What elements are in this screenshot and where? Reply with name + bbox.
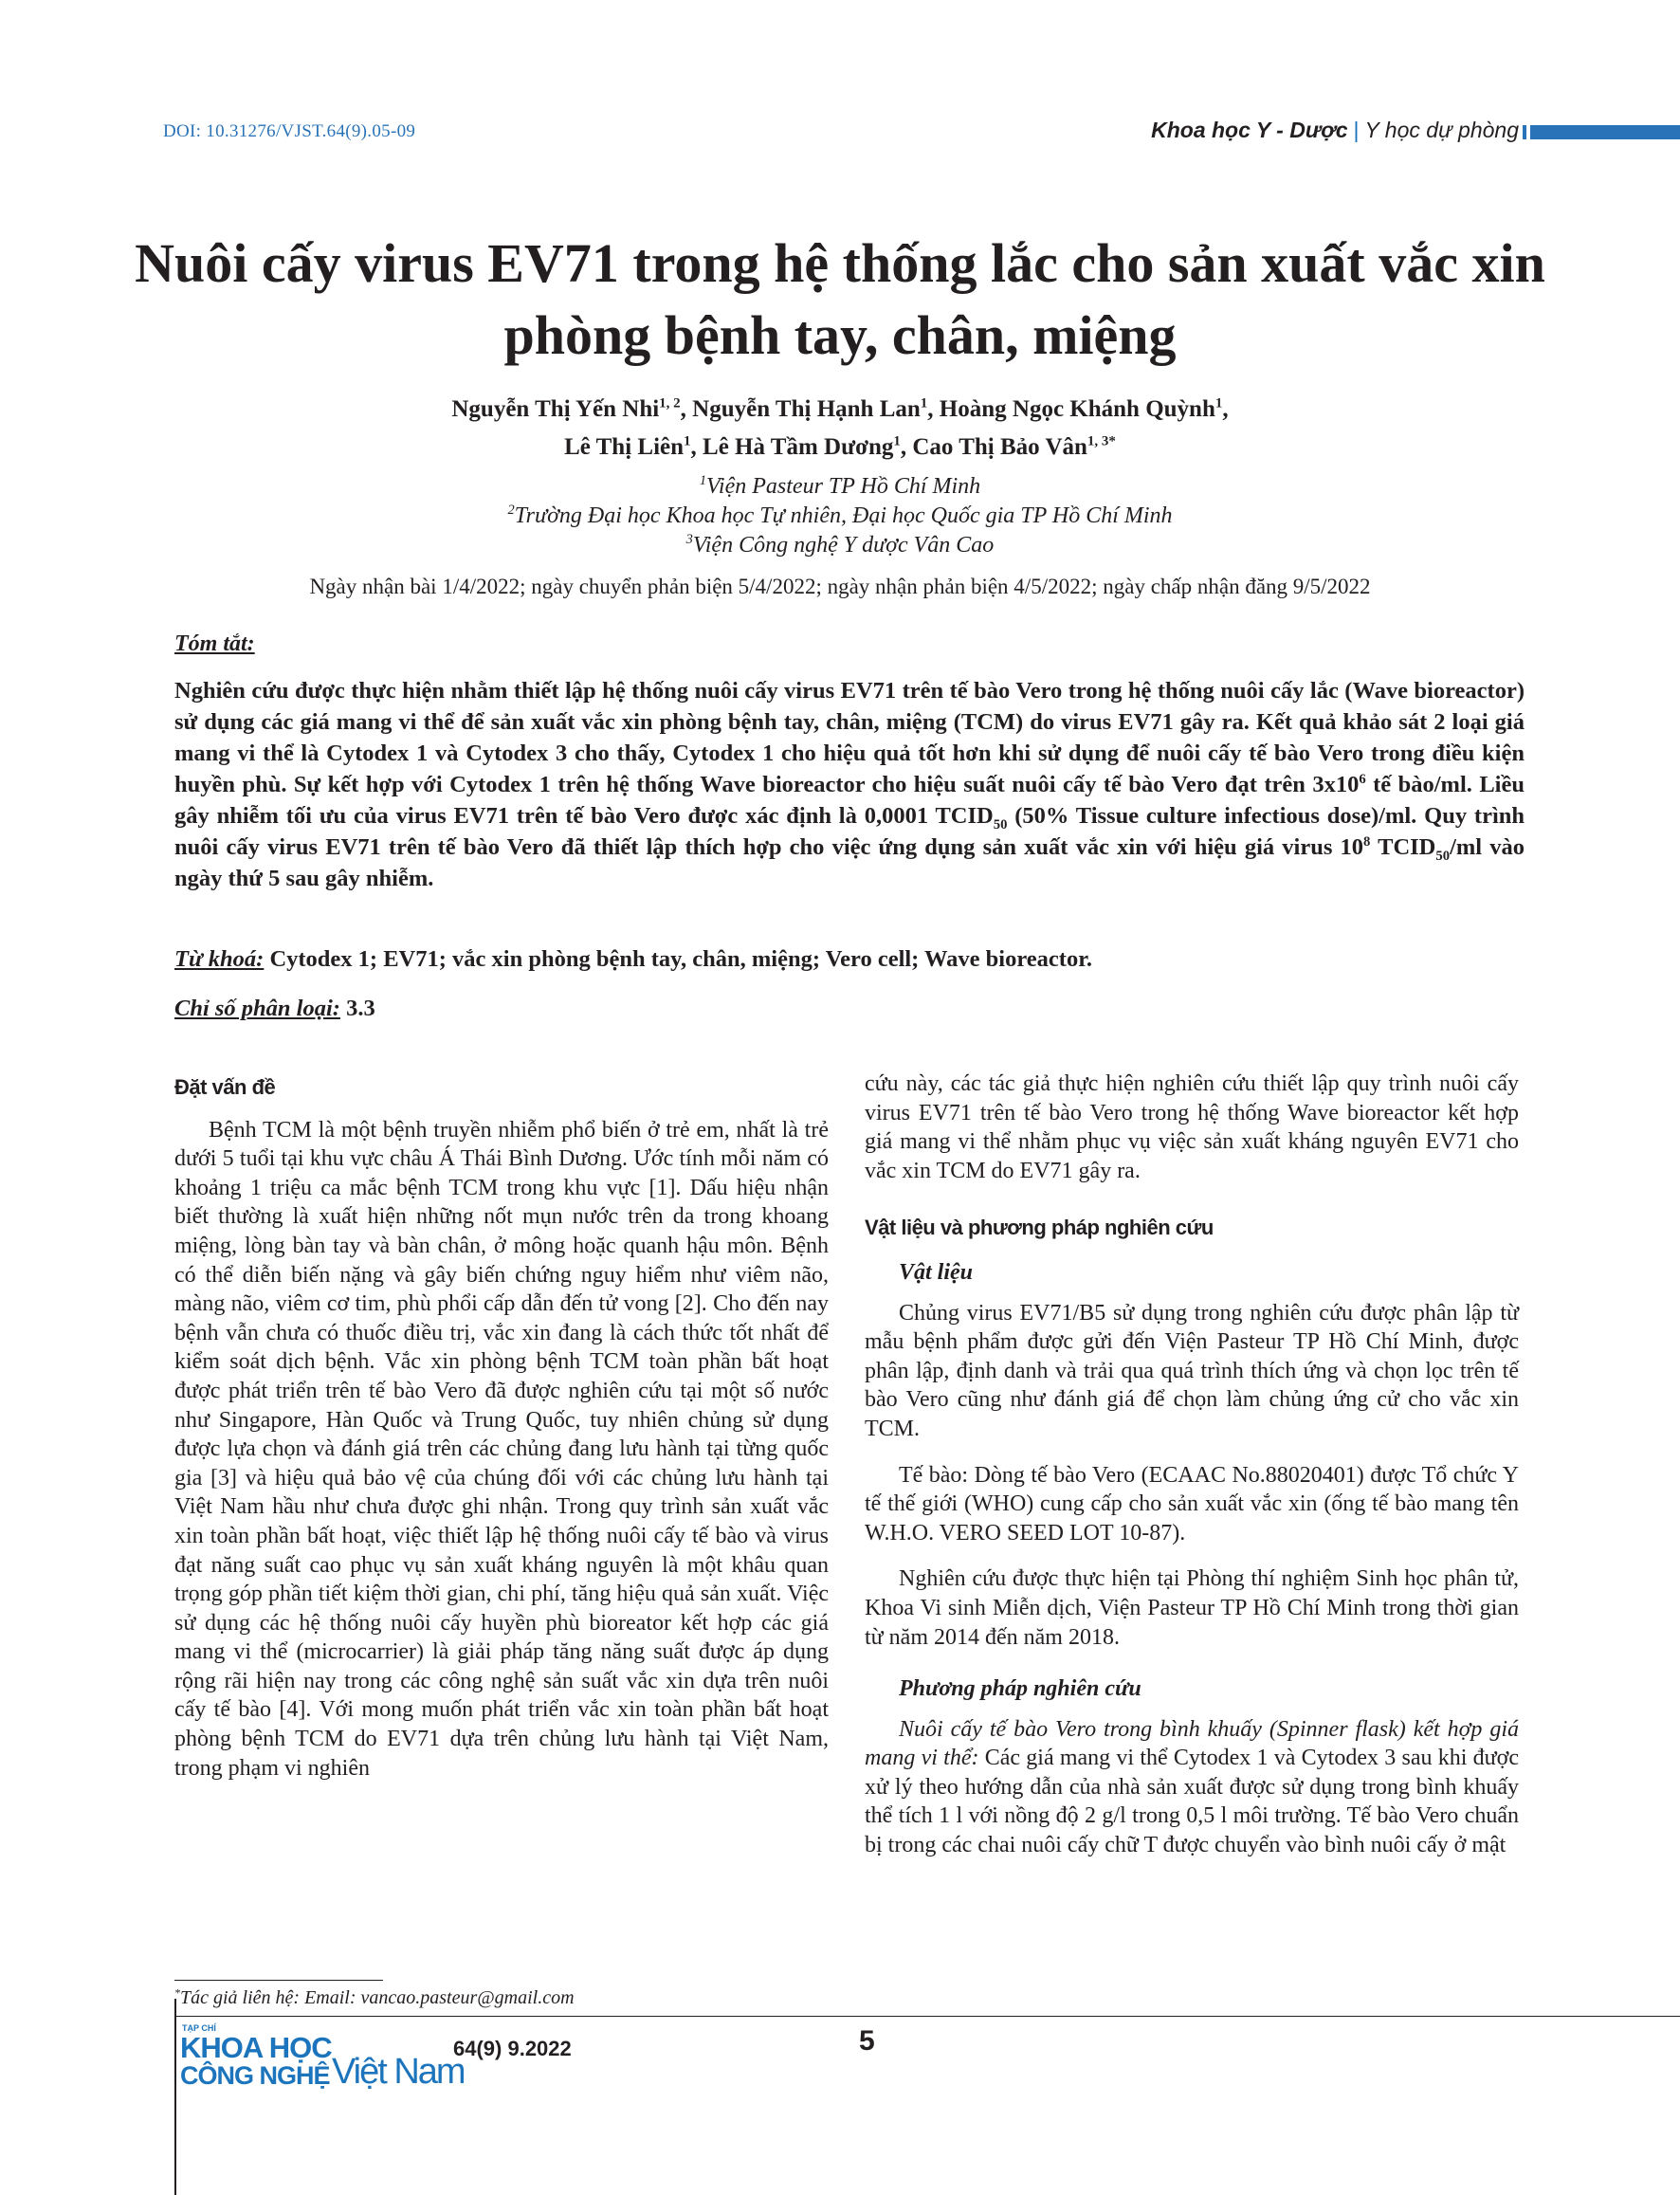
materials-paragraph-3: Nghiên cứu được thực hiện tại Phòng thí nghiệm Sinh học phân tử, Khoa Vi sinh Miễn dịch, Viện Pasteur TP Hồ Chí Minh trong thời gian từ năm 2014 đến năm 2018.: [865, 1566, 1519, 1650]
classification-label: Chỉ số phân loại:: [174, 996, 340, 1021]
keywords-text: Cytodex 1; EV71; vắc xin phòng bệnh tay, chân, miệng; Vero cell; Wave bioreactor.: [264, 946, 1092, 972]
abstract-sup: 8: [1363, 833, 1371, 850]
title-line-1: Nuôi cấy virus EV71 trong hệ thống lắc cho sản xuất vắc xin: [135, 232, 1545, 294]
affiliation-list: [114, 472, 1566, 560]
section-heading-methods: Vật liệu và phương pháp nghiên cứu: [865, 1216, 1214, 1240]
author-name: Nguyễn Thị Hạnh Lan: [692, 396, 921, 422]
article-title: [114, 228, 1566, 372]
author-sup: 1: [1214, 395, 1223, 412]
abstract-text: Nghiên cứu được thực hiện nhằm thiết lập hệ thống nuôi cấy virus EV71 trên tế bào Vero trong hệ thống nuôi cấy lắc (Wave bioreactor) sử dụng các giá mang vi thể để sản xuất vắc xin phòng bệnh tay, chân, miệng (TCM) do virus EV71 gây ra. Kết quả khảo sát 2 loại giá mang vi thể là Cytodex 1 và Cytodex 3 cho thấy, Cytodex 1 cho hiệu quả tốt hơn khi sử dụng để nuôi cấy tế bào Vero trong điều kiện huyền phù. Sự kết hợp với Cytodex 1 trên hệ thống Wave bioreactor cho hiệu suất nuôi cấy tế bào Vero đạt trên 3x10: [174, 678, 1525, 797]
page-number: 5: [859, 2025, 875, 2057]
footer-vertical-rule: [174, 1999, 176, 2195]
author-name: Nguyễn Thị Yến Nhi: [451, 396, 660, 422]
author-name: Hoàng Ngọc Khánh Quỳnh: [939, 396, 1215, 422]
abstract-sup: 6: [1359, 771, 1366, 787]
section-separator: |: [1353, 118, 1360, 142]
author-line-1: Nguyễn Thị Yến Nhi$^{1, 2}$, Nguyễn Thị Hạnh Lan$^1$, Hoàng Ngọc Khánh Quỳnh$^1$,: [451, 395, 1229, 422]
issue-info: 64(9) 9.2022: [453, 2037, 572, 2060]
footnote-text: Tác giả liên hệ: Email: vancao.pasteur@gmail.com: [180, 1987, 575, 2008]
journal-logo: [180, 2016, 465, 2092]
author-line-2: Lê Thị Liên$^1$, Lê Hà Tầm Dương$^1$, Cao Thị Bảo Vân$^{1, 3*}$: [564, 433, 1116, 460]
author-list: [114, 391, 1566, 466]
methods-lead-italic: Nuôi cấy tế bào Vero trong bình khuấy (Spinner flask) kết hợp giá mang vi thể:: [865, 1716, 1519, 1771]
affiliation-sup: 1: [699, 473, 707, 488]
footnote-divider: [174, 1980, 383, 1981]
title-line-2: phòng bệnh tay, chân, miệng: [503, 304, 1177, 366]
keywords: [174, 946, 1525, 973]
author-sup: 1, 3*: [1087, 433, 1116, 449]
affiliation-sup: 3: [685, 532, 693, 547]
logo-tapchi: TẠP CHÍ: [182, 2023, 216, 2033]
affiliation-text: Trường Đại học Khoa học Tự nhiên, Đại học Quốc gia TP Hồ Chí Minh: [514, 503, 1173, 528]
materials-paragraph-2: Tế bào: Dòng tế bào Vero (ECAAC No.88020401) được Tổ chức Y tế thế giới (WHO) cung cấp cho sản xuất vắc xin (ống tế bào mang tên W.H.O. VERO SEED LOT 10-87).: [865, 1462, 1519, 1546]
section-heading-introduction: Đặt vấn đề: [174, 1075, 276, 1099]
affiliation-item: [114, 472, 1566, 502]
methods-text: Các giá mang vi thể Cytodex 1 và Cytodex 3 sau khi được xử lý theo hướng dẫn của nhà sản xuất được sử dụng trong bình khuấy thể tích 1 l với nồng độ 2 g/l trong 0,5 l môi trường. Tế bào Vero chuẩn bị trong các chai nuôi cấy chữ T được chuyển vào bình nuôi cấy ở mật: [865, 1746, 1519, 1858]
logo-line-2: CÔNG NGHỆ: [180, 2061, 330, 2090]
affiliation-text: Viện Pasteur TP Hồ Chí Minh: [706, 474, 981, 499]
abstract-body: [174, 675, 1525, 894]
abstract-sub: 50: [993, 816, 1008, 832]
author-sup: 1: [684, 433, 691, 449]
author-sup: 1, 2: [659, 395, 681, 412]
author-name: Cao Thị Bảo Vân: [912, 434, 1087, 460]
abstract-heading: Tóm tắt:: [174, 631, 255, 656]
introduction-continuation: cứu này, các tác giả thực hiện nghiên cứu thiết lập quy trình nuôi cấy virus EV71 trên tế bào Vero trong hệ thống Wave bioreactor kết hợp giá mang vi thể nhằm phục vụ việc sản xuất kháng nguyên EV71 cho vắc xin TCM do EV71 gây ra.: [865, 1071, 1519, 1183]
logo-line-1: KHOA HỌC: [180, 2031, 332, 2064]
author-sup: 1: [920, 395, 928, 412]
submission-dates: Ngày nhận bài 1/4/2022; ngày chuyển phản biện 5/4/2022; ngày nhận phản biện 4/5/2022; ngày chấp nhận đăng 9/5/2022: [309, 575, 1371, 598]
methods-paragraph-1: [865, 1715, 1519, 1860]
classification: [174, 996, 375, 1022]
abstract-text: /ml vào ngày thứ 5 sau gây nhiễm.: [174, 834, 1525, 891]
left-column: [174, 1073, 829, 1783]
keywords-label: Từ khoá:: [174, 946, 265, 972]
doi-text: DOI: 10.31276/VJST.64(9).05-09: [163, 121, 416, 141]
author-sup: 1: [893, 433, 901, 449]
abstract-text: tế bào/ml. Liều gây nhiễm tối ưu của virus EV71 trên tế bào Vero được xác định là 0,0001 TCID: [174, 772, 1525, 829]
corresponding-author-footnote: [174, 1987, 575, 2009]
header-accent-bar: [1530, 125, 1680, 139]
logo-vietnam: Việt Nam: [332, 2052, 465, 2092]
affiliation-item: [114, 502, 1566, 531]
subheading-materials: Vật liệu: [899, 1259, 974, 1285]
footnote-sup: *: [174, 1985, 180, 2000]
introduction-paragraph: Bệnh TCM là một bệnh truyền nhiễm phổ biến ở trẻ em, nhất là trẻ dưới 5 tuổi tại khu vực châu Á Thái Bình Dương. Ước tính mỗi năm có khoảng 1 triệu ca mắc bệnh TCM trong khu vực [1]. Dấu hiệu nhận biết thường là xuất hiện những nốt mụn nước trên da trong khoang miệng, lòng bàn tay và bàn chân, ở mông hoặc quanh hậu môn. Bệnh có thể diễn biến nặng và gây biến chứng nguy hiểm như viêm não, màng não, viêm cơ tim, phù phổi cấp dẫn đến tử vong [2]. Cho đến nay bệnh vẫn chưa có thuốc điều trị, vắc xin đang là cách thức tốt nhất để kiểm soát dịch bệnh. Vắc xin phòng bệnh TCM toàn phần bất hoạt được phát triển trên tế bào Vero đã được nghiên cứu tại một số nước như Singapore, Hàn Quốc và Trung Quốc, tuy nhiên chủng sử dụng được lựa chọn và đánh giá trên các chủng đang lưu hành tại từng quốc gia [3] và hiệu quả bảo vệ của chúng đối với các chủng lưu hành tại Việt Nam hầu như chưa được ghi nhận. Trong quy trình sản xuất vắc xin toàn phần bất hoạt, việc thiết lập hệ thống nuôi cấy tế bào và virus đạt năng suất cao phục vụ sản xuất kháng nguyên là một khâu quan trọng góp phần tiết kiệm thời gian, chi phí, tăng hiệu quả sản xuất. Việc sử dụng các hệ thống nuôi cấy huyền phù bioreator kết hợp các giá mang vi thể (microcarrier) là giải pháp tăng năng suất được áp dụng rộng rãi hiện nay trong các công nghệ sản suất vắc xin dựa trên nuôi cấy tế bào [4]. Với mong muốn phát triển vắc xin toàn phần bất hoạt phòng bệnh TCM do EV71 dựa trên chủng lưu hành tại Việt Nam, trong phạm vi nghiên: [174, 1117, 829, 1781]
right-column: [865, 1070, 1519, 1860]
affiliation-text: Viện Công nghệ Y dược Vân Cao: [692, 533, 995, 558]
section-category: Khoa học Y - Dược: [1151, 118, 1348, 142]
affiliation-sup: 2: [507, 503, 515, 518]
section-label: [1151, 118, 1519, 143]
subheading-methods: Phương pháp nghiên cứu: [899, 1676, 1141, 1702]
abstract-text: TCID: [1370, 834, 1436, 860]
abstract-text: (50% Tissue culture infectious dose)/ml. Quy trình nuôi cấy virus EV71 trên tế bào Vero đã thiết lập thích hợp cho việc ứng dụng sản xuất vắc xin với hiệu giá virus 10: [174, 803, 1525, 860]
section-subcategory: Y học dự phòng: [1364, 118, 1519, 142]
classification-text: 3.3: [339, 996, 375, 1021]
author-name: Lê Thị Liên: [564, 434, 685, 460]
abstract-sub: 50: [1435, 848, 1451, 864]
materials-paragraph-1: Chủng virus EV71/B5 sử dụng trong nghiên cứu được phân lập từ mẫu bệnh phẩm được gửi đến Viện Pasteur TP Hồ Chí Minh, được phân lập, định danh và trải qua quá trình thích ứng và chọn lọc trên tế bào Vero cũng như đánh giá để chọn làm chủng ứng cử cho vắc xin TCM.: [865, 1300, 1519, 1441]
affiliation-item: [114, 531, 1566, 560]
author-name: Lê Hà Tầm Dương: [703, 434, 894, 460]
